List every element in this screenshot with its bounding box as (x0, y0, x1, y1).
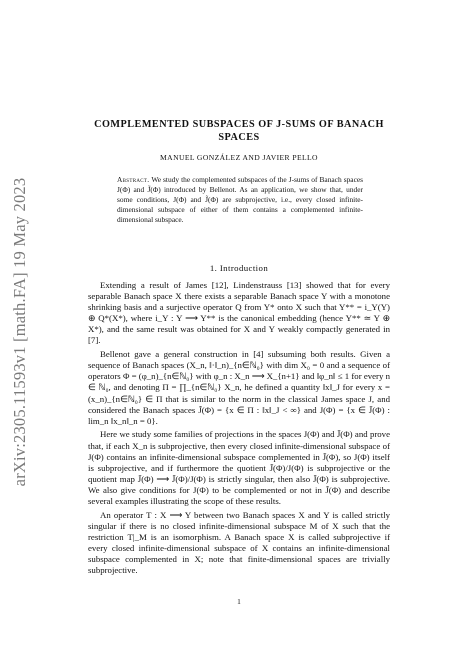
body-paragraph: Here we study some families of projections in the spaces J(Φ) and J̃(Φ) and prove that, if each X_n is subprojective, then every closed infinite-dimensional subspace of J(Φ) contains an infinite-dimensional subspace complemented in J̃(Φ), so J(Φ) itself is subprojective, and if furthermore the quotient J̃(Φ)/J(Φ) is subprojective or the quotient map J̃(Φ) ⟶ J̃(Φ)/J(Φ) is strictly singular, then also J̃(Φ) is subprojective. We also give conditions for J(Φ) to be complemented or not in J̃(Φ) and describe several examples illustrating the scope of these results. (88, 429, 390, 506)
abstract-label: Abstract. (117, 175, 150, 184)
page-number: 1 (237, 597, 241, 606)
arxiv-identifier-stamp: arXiv:2305.11593v1 [math.FA] 19 May 2023 (10, 177, 29, 487)
paper-title: COMPLEMENTED SUBSPACES OF J-SUMS OF BANACH SPACES (94, 119, 384, 143)
body-paragraph: Bellenot gave a general construction in [4] subsuming both results. Given a sequence of Banach spaces (X_n, ‖·‖_n)_{n∈ℕ₀} with dim X₀ = 0 and a sequence of operators Φ = (φ_n)_{n∈ℕ₀} with φ_n : X_n ⟶ X_{n+1} and ‖φ_n‖ ≤ 1 for every n ∈ ℕ₀, and denoting Π = ∏_{n∈ℕ₀} X_n, he defined a quantity ‖x‖_J for every x = (x_n)_{n∈ℕ₀} ∈ Π that is similar to the norm in the classical James space J, and considered the Banach spaces J̃(Φ) = {x ∈ Π : ‖x‖_J < ∞} and J(Φ) = {x ∈ J̃(Φ) : lim_n ‖x_n‖_n = 0}. (88, 349, 390, 426)
abstract-block (117, 175, 363, 225)
section-heading-introduction: 1. Introduction (209, 263, 269, 273)
body-paragraph: Extending a result of James [12], Lindenstrauss [13] showed that for every separable Banach space X there exists a separable Banach space Y with a monotone shrinking basis and a surjective operator Q from Y* onto X such that Y** = i_Y(Y) ⊕ Q*(X*), where i_Y : Y ⟶ Y** is the canonical embedding (hence Y** ≃ Y ⊕ X*), and the same result was obtained for X and Y weakly compactly generated in [7]. (88, 280, 390, 346)
abstract-text: We study the complemented subspaces of the J-sums of Banach spaces J(Φ) and J̃(Φ) introduced by Bellenot. As an application, we show that, under some conditions, J(Φ) and J̃(Φ) are subprojective, i.e., every closed infinite-dimensional subspace of either of them contains a complemented infinite-dimensional subspace. (117, 175, 364, 224)
body-paragraph: An operator T : X ⟶ Y between two Banach spaces X and Y is called strictly singular if there is no closed infinite-dimensional subspace M of X such that the restriction T|_M is an isomorphism. A Banach space X is called subprojective if every closed infinite-dimensional subspace of X contains an infinite-dimensional subspace complemented in X; note that finite-dimensional spaces are trivially subprojective. (88, 509, 390, 576)
paper-authors: MANUEL GONZÁLEZ AND JAVIER PELLO (160, 153, 318, 162)
introduction-body (88, 280, 390, 579)
